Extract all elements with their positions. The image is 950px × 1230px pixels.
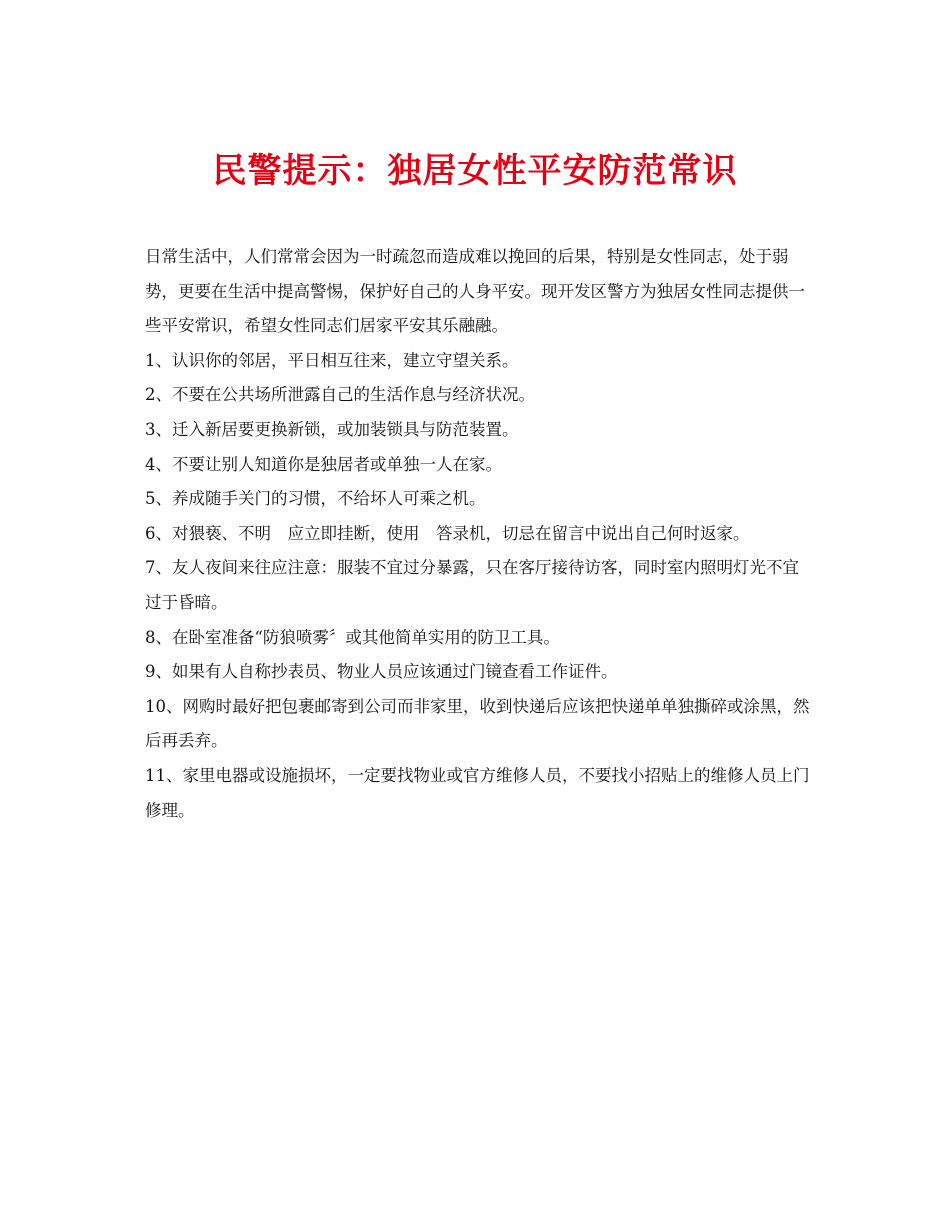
list-item: 3、迁入新居要更换新锁，或加装锁具与防范装置。 <box>145 419 519 439</box>
list-item: 8、在卧室准备“防狼喷雾〞或其他简单实用的防卫工具。 <box>145 627 560 647</box>
list-item: 7、友人夜间来往应注意：服装不宜过分暴露，只在客厅接待访客，同时室内照明灯光不宜过于昏暗。 <box>145 558 799 612</box>
document-title: 民警提示：独居女性平安防范常识 <box>212 150 738 191</box>
list-item: 6、对猥亵、不明 应立即挂断，使用 答录机，切忌在留言中说出自己何时返家。 <box>145 523 750 543</box>
list-item: 4、不要让别人知道你是独居者或单独一人在家。 <box>145 454 502 474</box>
list-item: 2、不要在公共场所泄露自己的生活作息与经济状况。 <box>145 385 535 405</box>
document-body <box>145 240 810 828</box>
list-item: 1、认识你的邻居，平日相互往来，建立守望关系。 <box>145 350 519 370</box>
list-item: 9、如果有人自称抄表员、物业人员应该通过门镜查看工作证件。 <box>145 662 618 682</box>
intro-paragraph: 日常生活中，人们常常会因为一时疏忽而造成难以挽回的后果，特别是女性同志，处于弱势，更要在生活中提高警惕，保护好自己的人身平安。现开发区警方为独居女性同志提供一些平安常识，希望女性同志们居家平安其乐融融。 <box>145 247 805 336</box>
list-item: 11、家里电器或设施损坏，一定要找物业或官方维修人员，不要找小招贴上的维修人员上门修理。 <box>145 765 810 820</box>
list-item: 10、网购时最好把包裹邮寄到公司而非家里，收到快递后应该把快递单单独撕碎或涂黑，然后再丢弃。 <box>145 696 810 751</box>
list-item: 5、养成随手关门的习惯，不给坏人可乘之机。 <box>145 489 486 509</box>
